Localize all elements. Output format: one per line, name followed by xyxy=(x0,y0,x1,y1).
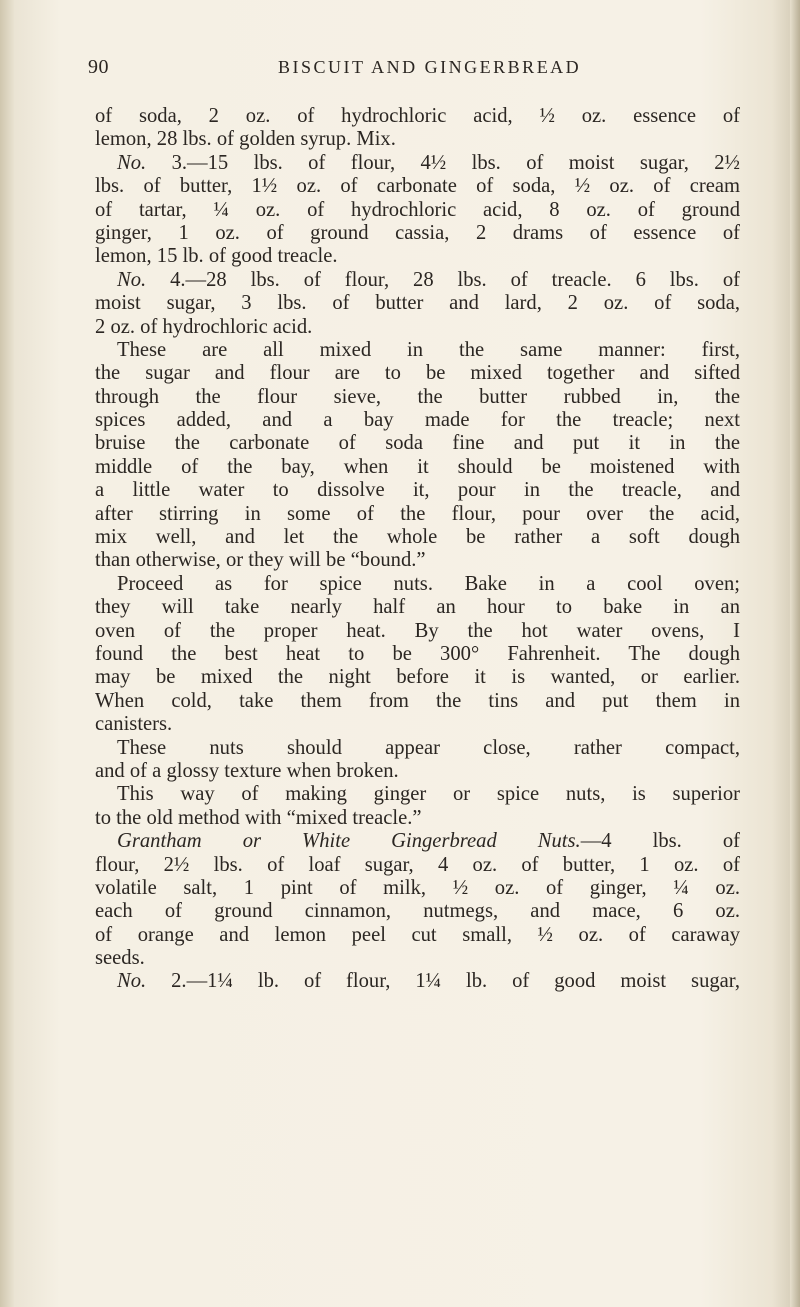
line-text: the sugar and flour are to be mixed together and sifted xyxy=(95,362,740,385)
text-line xyxy=(95,666,740,689)
line-text: and of a glossy texture when broken. xyxy=(95,759,399,782)
line-text: These nuts should appear close, rather compact, xyxy=(117,736,740,759)
page-edge xyxy=(790,0,800,1307)
text-line xyxy=(95,947,740,970)
text-line xyxy=(95,316,740,339)
line-text: flour, 2½ lbs. of loaf sugar, 4 oz. of butter, 1 oz. of xyxy=(95,853,740,876)
line-text: mix well, and let the whole be rather a soft dough xyxy=(95,526,740,549)
text-line xyxy=(95,222,740,245)
text-line xyxy=(95,713,740,736)
text-line xyxy=(95,456,740,479)
italic-lead: Grantham or White Gingerbread Nuts. xyxy=(117,830,581,853)
page-header xyxy=(88,56,738,86)
page-gutter xyxy=(0,0,14,1307)
text-line xyxy=(95,339,740,362)
line-text: These are all mixed in the same manner: first, xyxy=(117,338,740,361)
text-line xyxy=(95,362,740,385)
text-line xyxy=(95,970,740,993)
line-text: lbs. of butter, 1½ oz. of carbonate of soda, ½ oz. of cream xyxy=(95,175,740,198)
text-line xyxy=(95,175,740,198)
text-line xyxy=(95,783,740,806)
text-line xyxy=(95,573,740,596)
line-text: When cold, take them from the tins and put them in xyxy=(95,689,740,712)
line-text: after stirring in some of the flour, pour over the acid, xyxy=(95,502,740,525)
text-line xyxy=(95,479,740,502)
text-line xyxy=(95,900,740,923)
line-text: of tartar, ¼ oz. of hydrochloric acid, 8 oz. of ground xyxy=(95,198,740,221)
text-line xyxy=(95,760,740,783)
text-line xyxy=(95,643,740,666)
text-line xyxy=(95,503,740,526)
line-text: found the best heat to be 300° Fahrenheit. The dough xyxy=(95,642,740,665)
line-text: ginger, 1 oz. of ground cassia, 2 drams of essence of xyxy=(95,221,740,244)
text-line xyxy=(95,386,740,409)
line-text: 2 oz. of hydrochloric acid. xyxy=(95,315,313,338)
line-text: moist sugar, 3 lbs. of butter and lard, 2 oz. of soda, xyxy=(95,292,740,315)
text-line xyxy=(95,549,740,572)
line-text: of soda, 2 oz. of hydrochloric acid, ½ oz. essence of xyxy=(95,105,740,127)
line-text: This way of making ginger or spice nuts, is superior xyxy=(117,783,740,806)
text-line xyxy=(95,596,740,619)
line-text: than otherwise, or they will be “bound.” xyxy=(95,549,426,572)
text-line xyxy=(95,830,740,853)
running-head: BISCUIT AND GINGERBREAD xyxy=(278,57,582,77)
line-text: oven of the proper heat. By the hot water ovens, I xyxy=(95,619,740,642)
line-text: of orange and lemon peel cut small, ½ oz. of caraway xyxy=(95,923,740,946)
line-text: seeds. xyxy=(95,947,145,970)
line-text: a little water to dissolve it, pour in the treacle, and xyxy=(95,479,740,502)
text-line xyxy=(95,526,740,549)
text-line xyxy=(95,877,740,900)
text-line xyxy=(95,409,740,432)
line-text: lemon, 15 lb. of good treacle. xyxy=(95,245,338,268)
line-text: Proceed as for spice nuts. Bake in a cool oven; xyxy=(117,572,740,595)
italic-lead: No. xyxy=(117,970,147,993)
line-text: may be mixed the night before it is wanted, or earlier. xyxy=(95,666,740,689)
italic-lead: No. xyxy=(117,151,147,174)
line-text: canisters. xyxy=(95,713,173,736)
text-line xyxy=(95,128,740,151)
text-line xyxy=(95,292,740,315)
line-text: 3.—15 lbs. of flour, 4½ lbs. of moist sugar, 2½ xyxy=(146,151,740,174)
line-text: to the old method with “mixed treacle.” xyxy=(95,806,422,829)
line-text: 4.—28 lbs. of flour, 28 lbs. of treacle. 6 lbs. of xyxy=(146,268,740,291)
text-line xyxy=(95,105,740,128)
text-line xyxy=(95,737,740,760)
text-line xyxy=(95,620,740,643)
text-line xyxy=(95,432,740,455)
italic-lead: No. xyxy=(117,268,147,291)
text-line xyxy=(95,807,740,830)
line-text: volatile salt, 1 pint of milk, ½ oz. of ginger, ¼ oz. xyxy=(95,876,740,899)
text-line xyxy=(95,245,740,268)
line-text: through the flour sieve, the butter rubbed in, the xyxy=(95,385,740,408)
line-text: each of ground cinnamon, nutmegs, and mace, 6 oz. xyxy=(95,900,740,923)
text-line xyxy=(95,690,740,713)
text-line xyxy=(95,924,740,947)
line-text: 2.—1¼ lb. of flour, 1¼ lb. of good moist sugar, xyxy=(146,970,740,993)
line-text: middle of the bay, when it should be moistened with xyxy=(95,455,740,478)
line-text: lemon, 28 lbs. of golden syrup. Mix. xyxy=(95,128,396,151)
text-line xyxy=(95,199,740,222)
page-number: 90 xyxy=(88,56,109,78)
text-line xyxy=(95,269,740,292)
text-line xyxy=(95,854,740,877)
line-text: bruise the carbonate of soda fine and put it in the xyxy=(95,432,740,455)
line-text: they will take nearly half an hour to bake in an xyxy=(95,596,740,619)
text-line xyxy=(95,152,740,175)
line-text: —4 lbs. of xyxy=(580,830,740,853)
line-text: spices added, and a bay made for the treacle; next xyxy=(95,409,740,432)
body-text xyxy=(95,105,740,994)
